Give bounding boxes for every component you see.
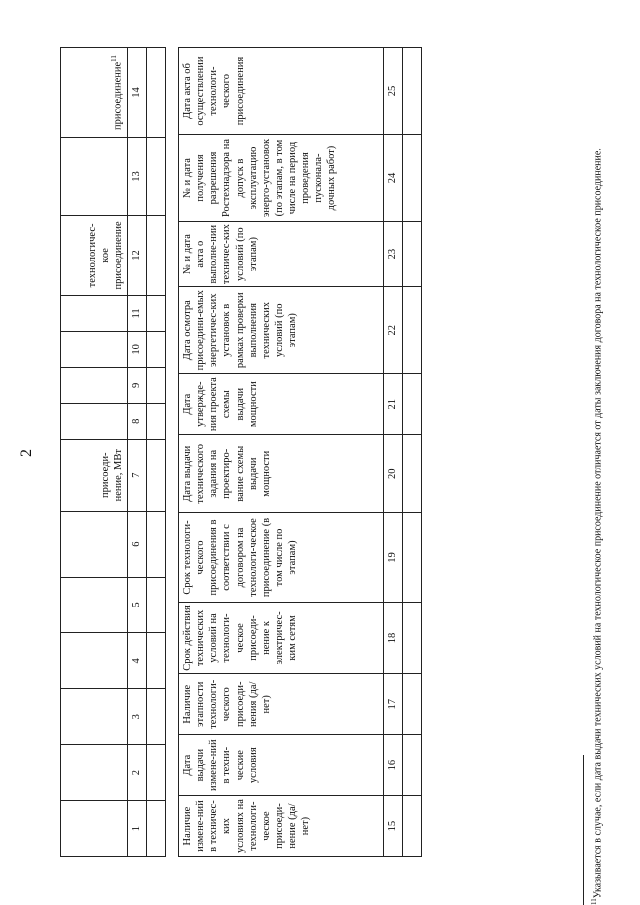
- upper-header-cell: [61, 295, 128, 331]
- empty-cell: [403, 222, 422, 287]
- lower-number-row: [384, 48, 403, 857]
- empty-cell: [147, 511, 166, 577]
- empty-cell: [403, 435, 422, 513]
- empty-cell: [147, 745, 166, 801]
- empty-cell: [403, 796, 422, 857]
- upper-header-cell: [61, 511, 128, 577]
- footnote-ref: 11: [110, 55, 119, 62]
- column-number: 19: [384, 513, 403, 602]
- upper-header-cell: присоеди-нение, МВт: [61, 439, 128, 511]
- lower-header-cell: № и дата получения разрешения Ростехнадзора на допуск в эксплуатацию энерго-установок (по этапам, в том числе на период проведения пусконала-дочных работ): [179, 135, 384, 222]
- upper-header-row: [61, 48, 128, 857]
- upper-header-cell: технологичес-кое присоединение: [61, 215, 128, 295]
- upper-header-cell: [61, 48, 128, 138]
- empty-cell: [403, 602, 422, 674]
- empty-cell: [147, 367, 166, 403]
- column-number: 22: [384, 287, 403, 374]
- footnote-marker: 11: [590, 898, 598, 905]
- column-number: 11: [128, 295, 147, 331]
- lower-header-cell: Дата акта об осуществлении технологи-ческого присоединения: [179, 48, 384, 135]
- lower-table: [178, 47, 422, 857]
- upper-number-row: [128, 48, 147, 857]
- footnote-text: Указывается в случае, если дата выдачи технических условий на технологическое присоединение отличается от даты заключения договора на технологическое присоединение.: [592, 148, 604, 899]
- upper-header-cell: [61, 745, 128, 801]
- empty-cell: [147, 801, 166, 857]
- column-number: 17: [384, 674, 403, 735]
- column-number: 18: [384, 602, 403, 674]
- empty-cell: [147, 689, 166, 745]
- column-number: 4: [128, 633, 147, 689]
- column-number: 24: [384, 135, 403, 222]
- page-number: 2: [18, 449, 35, 457]
- upper-header-cell: [61, 403, 128, 439]
- empty-cell: [403, 374, 422, 435]
- empty-cell: [403, 735, 422, 796]
- footnote-divider: [583, 755, 584, 905]
- lower-empty-row: [403, 48, 422, 857]
- upper-header-cell: [61, 138, 128, 216]
- column-number: 2: [128, 745, 147, 801]
- empty-cell: [147, 403, 166, 439]
- column-number: 8: [128, 403, 147, 439]
- lower-header-cell: Дата выдачи технического задания на проектиро-вание схемы выдачи мощности: [179, 435, 384, 513]
- lower-header-cell: Дата осмотра присоедини-емых энергетичес-ких установок в рамках проверки выполнения технических условий (по этапам): [179, 287, 384, 374]
- empty-cell: [147, 48, 166, 138]
- upper-header-cell: [61, 577, 128, 633]
- empty-cell: [403, 135, 422, 222]
- upper-header-cell: [61, 633, 128, 689]
- column-number: 7: [128, 439, 147, 511]
- column-number: 25: [384, 48, 403, 135]
- column-number: 9: [128, 367, 147, 403]
- empty-cell: [403, 674, 422, 735]
- empty-cell: [147, 331, 166, 367]
- column-number: 23: [384, 222, 403, 287]
- column-number: 15: [384, 796, 403, 857]
- column-number: 13: [128, 138, 147, 216]
- upper-table: [60, 47, 166, 857]
- column-number: 1: [128, 801, 147, 857]
- lower-header-cell: Срок технологи-ческого присоединения в соответствии с договором на технологи-ческое присоединение (в том числе по этапам): [179, 513, 384, 602]
- lower-header-cell: Дата утвержде-ния проекта схемы выдачи мощности: [179, 374, 384, 435]
- column-number: 6: [128, 511, 147, 577]
- empty-cell: [403, 48, 422, 135]
- lower-header-cell: Наличие измене-ний в техничес-ких условиях на технологи-ческое присоеди-нение (да/нет): [179, 796, 384, 857]
- upper-header-cell: [61, 689, 128, 745]
- empty-cell: [147, 633, 166, 689]
- footnote: [590, 85, 604, 905]
- column-number: 20: [384, 435, 403, 513]
- upper-header-text: присоединение: [112, 61, 124, 131]
- column-number: 14: [128, 48, 147, 138]
- column-number: 3: [128, 689, 147, 745]
- empty-cell: [147, 138, 166, 216]
- empty-cell: [147, 439, 166, 511]
- lower-header-cell: Срок действия технических условий на технологи-ческое присоеди-нение к электричес-ким сетям: [179, 602, 384, 674]
- upper-empty-row: [147, 48, 166, 857]
- upper-header-cell: [61, 801, 128, 857]
- lower-header-row: [179, 48, 384, 857]
- column-number: 21: [384, 374, 403, 435]
- column-number: 12: [128, 215, 147, 295]
- empty-cell: [147, 215, 166, 295]
- lower-header-cell: Дата выдачи измене-ний в техни-ческие условия: [179, 735, 384, 796]
- empty-cell: [403, 287, 422, 374]
- empty-cell: [403, 513, 422, 602]
- empty-cell: [147, 295, 166, 331]
- upper-header-cell: [61, 331, 128, 367]
- column-number: 16: [384, 735, 403, 796]
- empty-cell: [147, 577, 166, 633]
- column-number: 10: [128, 331, 147, 367]
- upper-header-cell: [61, 367, 128, 403]
- lower-header-cell: Наличие этапности технологи-ческого присоеди-нения (да/нет): [179, 674, 384, 735]
- lower-header-cell: № и дата акта о выполне-нии техничес-ких условий (по этапам): [179, 222, 384, 287]
- column-number: 5: [128, 577, 147, 633]
